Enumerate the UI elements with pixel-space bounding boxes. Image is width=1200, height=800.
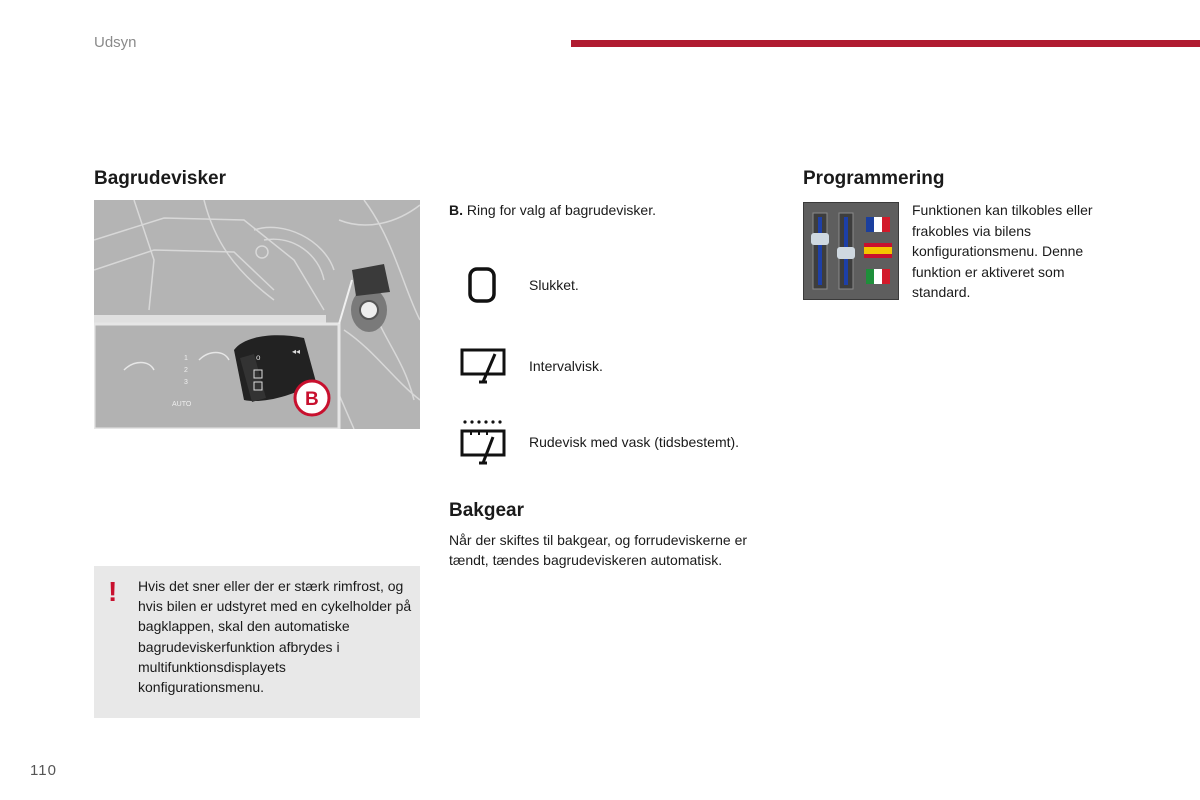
warning-box — [94, 566, 420, 718]
page-number: 110 — [30, 762, 57, 779]
header-accent-bar — [571, 40, 1200, 47]
wiper-stalk-illustration — [94, 200, 420, 429]
ring-caption — [449, 201, 656, 219]
mode-interval — [458, 344, 603, 388]
svg-text:3: 3 — [184, 379, 188, 386]
mode-wash-label: Rudevisk med vask (tidsbestemt). — [529, 434, 740, 450]
callout-b-badge: B — [305, 389, 319, 410]
programming-text: Funktionen kan tilkobles eller frakobles via bilens konfigurationsmenu. Denne funktion er aktiveret som standard. — [912, 202, 1093, 300]
caption-text: Ring for valg af bagrudevisker. — [463, 202, 656, 218]
svg-text:1: 1 — [184, 355, 188, 362]
config-menu-sliders-flags-icon — [803, 202, 899, 300]
svg-text:◂◂: ◂◂ — [292, 347, 301, 356]
wiper-off-icon — [458, 263, 508, 307]
mode-interval-label: Intervalvisk. — [529, 358, 603, 374]
reverse-heading: Bakgear — [449, 500, 524, 521]
rear-wiper-heading: Bagrudevisker — [94, 168, 227, 189]
mode-off — [458, 263, 579, 307]
mode-off-label: Slukket. — [529, 277, 579, 293]
warning-icon: ! — [108, 576, 118, 607]
mode-wash — [458, 420, 740, 464]
section-label: Udsyn — [94, 34, 137, 51]
programming-heading: Programmering — [803, 168, 945, 189]
wiper-interval-icon — [458, 344, 508, 388]
warning-text: Hvis det sner eller der er stærk rimfrost, og hvis bilen er udstyret med en cykelholder på bagklappen, skal den automatiske bagrudeviskerfunktion afbrydes i multifunktionsdisplayets konfigurationsmenu. — [138, 578, 412, 696]
svg-text:AUTO: AUTO — [172, 401, 192, 408]
reverse-text: Når der skiftes til bakgear, og forrudeviskerne er tændt, tændes bagrudeviskeren automatisk. — [449, 532, 748, 568]
svg-text:o: o — [256, 353, 261, 362]
caption-key: B. — [449, 202, 463, 218]
wiper-wash-icon — [458, 420, 508, 464]
svg-text:2: 2 — [184, 367, 188, 374]
